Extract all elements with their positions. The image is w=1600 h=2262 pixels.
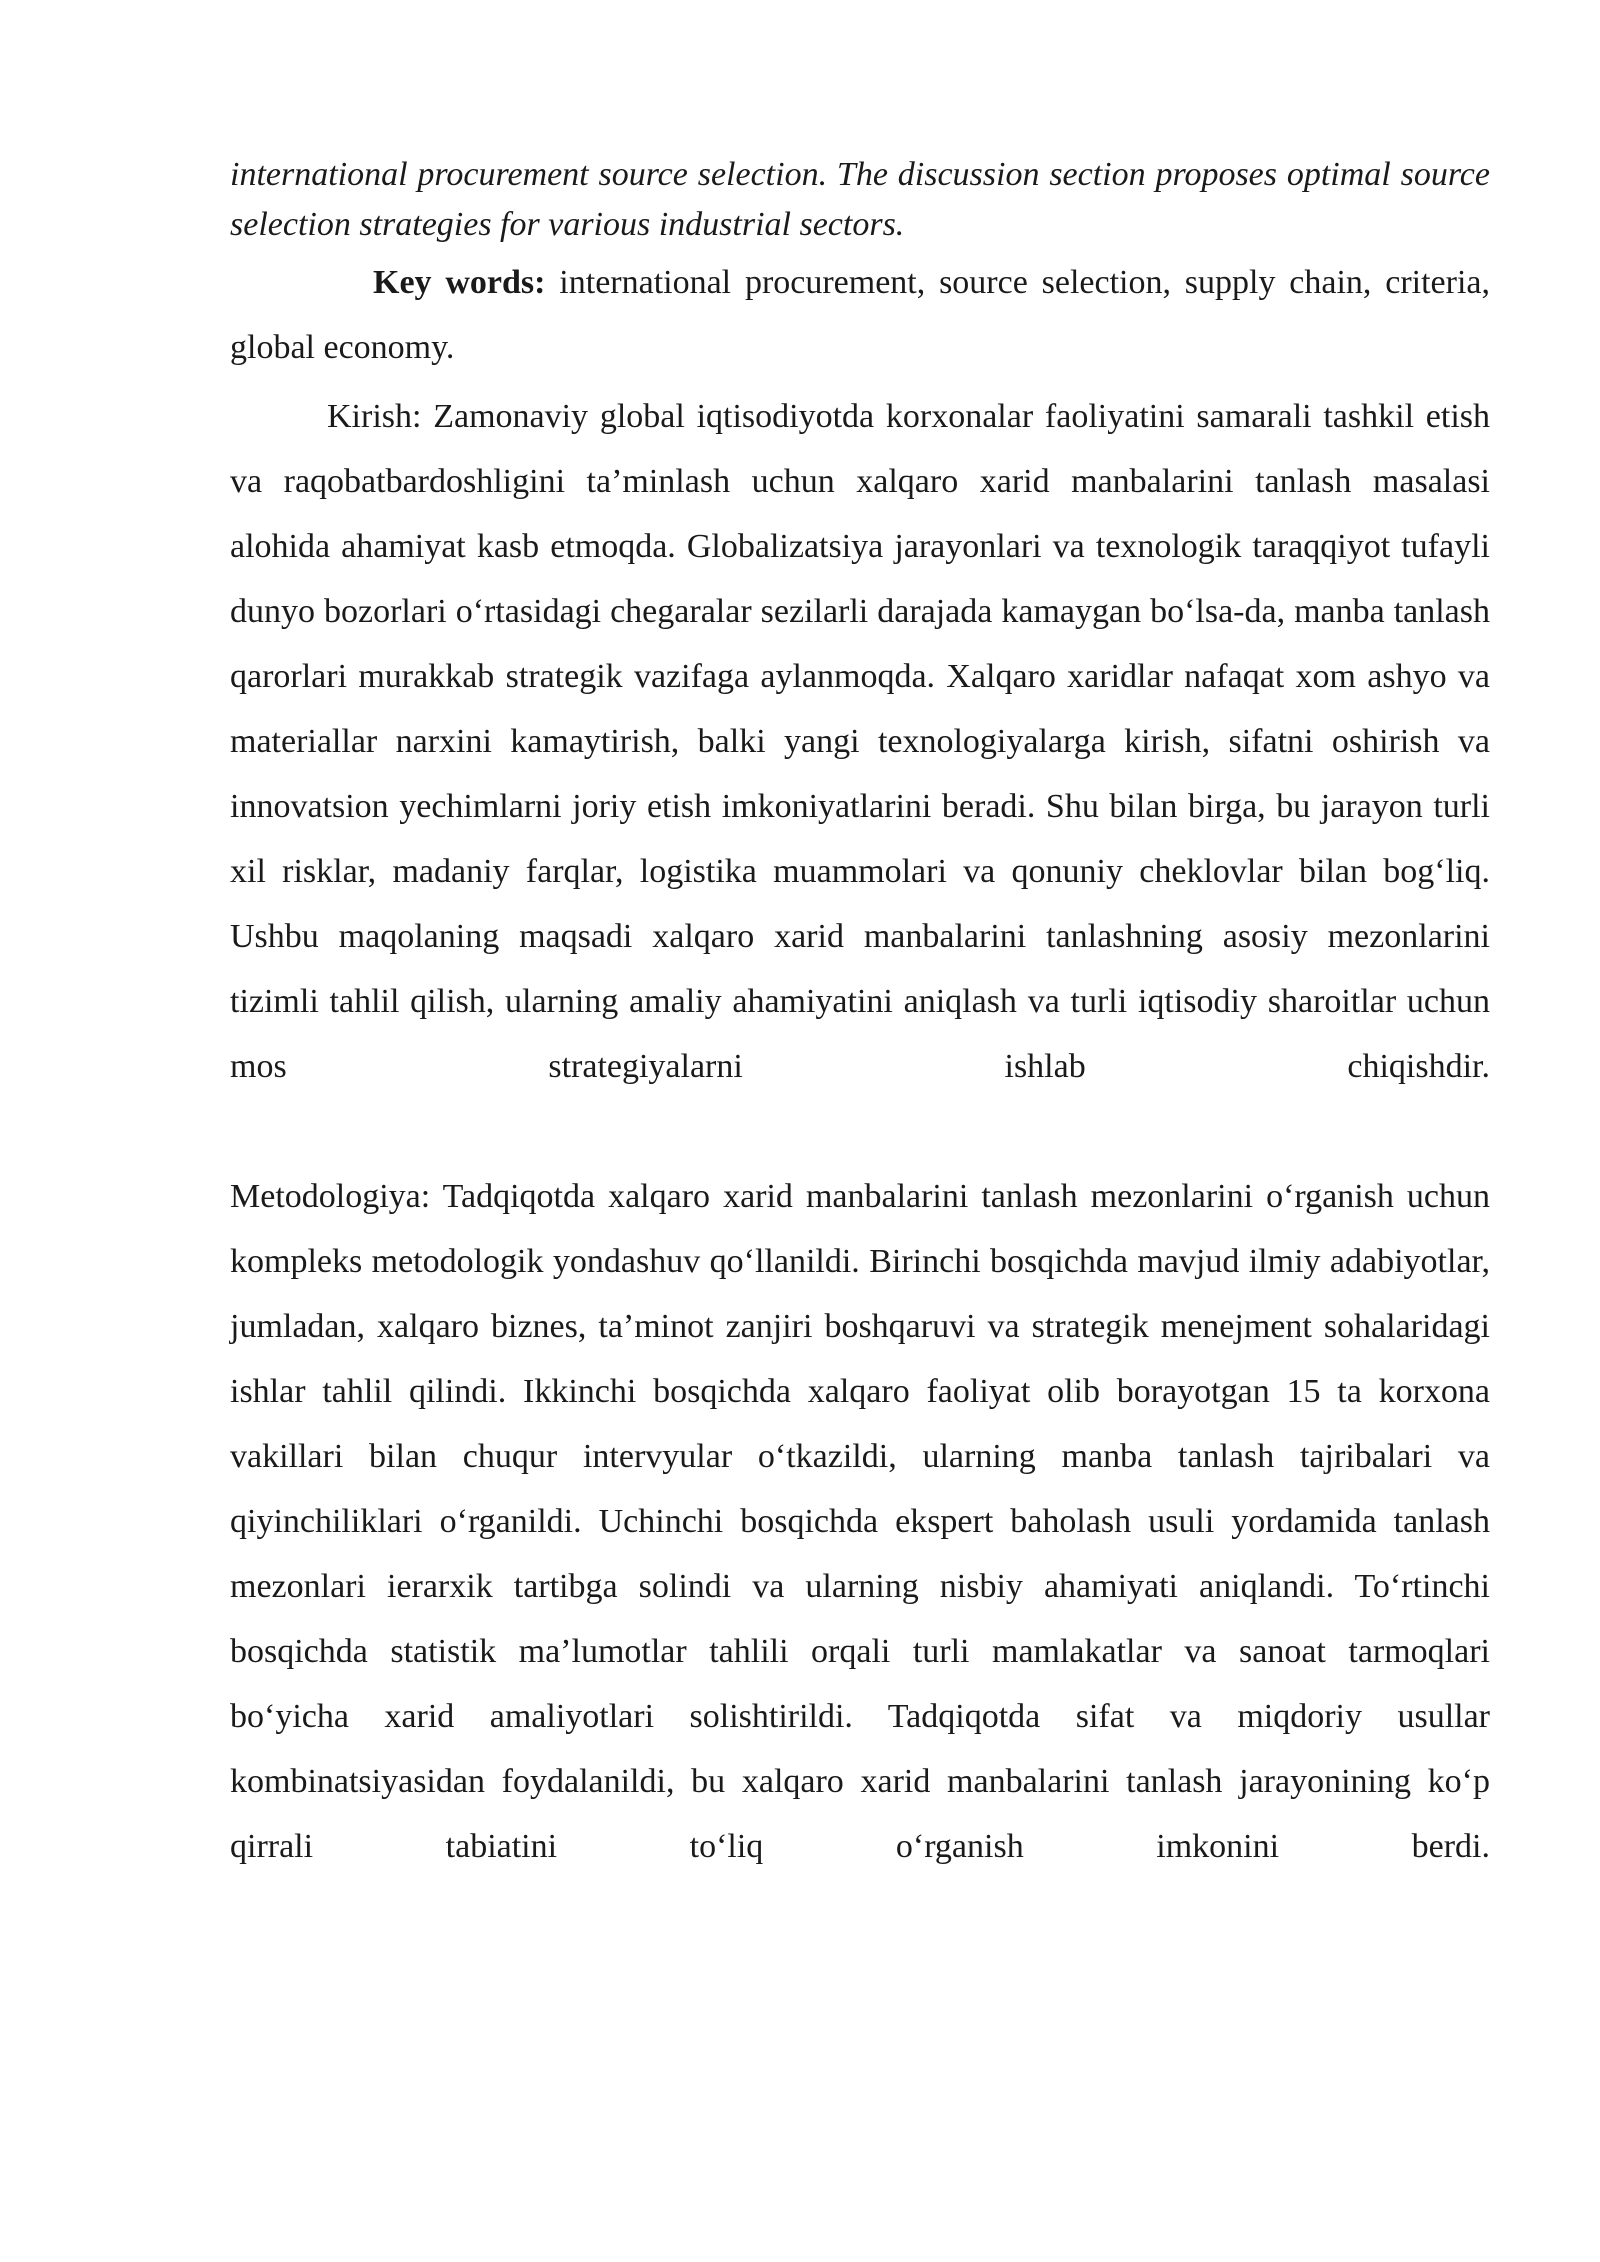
page-content	[230, 150, 1490, 1879]
keywords-label: Key words:	[373, 264, 546, 301]
keywords-paragraph	[230, 250, 1490, 380]
keywords-text: international procurement, source selection, supply chain, criteria, global economy.	[230, 264, 1490, 366]
abstract-tail-text: international procurement source selection. The discussion section proposes optimal source selection strategies for various industrial sectors.	[230, 156, 1490, 243]
methodology-paragraph: Metodologiya: Tadqiqotda xalqaro xarid manbalarini tanlash mezonlarini o‘rganish uchun kompleks metodologik yondashuv qo‘llanildi. Birinchi bosqichda mavjud ilmiy adabiyotlar, jumladan, xalqaro biznes, ta’minot zanjiri boshqaruvi va strategik menejment sohalaridagi ishlar tahlil qilindi. Ikkinchi bosqichda xalqaro faoliyat olib borayotgan 15 ta korxona vakillari bilan chuqur intervyular o‘tkazildi, ularning manba tanlash tajribalari va qiyinchiliklari o‘rganildi. Uchinchi bosqichda ekspert baholash usuli yordamida tanlash mezonlari ierarxik tartibga solindi va ularning nisbiy ahamiyati aniqlandi. To‘rtinchi bosqichda statistik ma’lumotlar tahlili orqali turli mamlakatlar va sanoat tarmoqlari bo‘yicha xarid amaliyotlari solishtirildi. Tadqiqotda sifat va miqdoriy usullar kombinatsiyasidan foydalanildi, bu xalqaro xarid manbalarini tanlash jarayonining ko‘p qirrali tabiatini to‘liq o‘rganish imkonini berdi.	[230, 1178, 1490, 1865]
introduction-paragraph: Kirish: Zamonaviy global iqtisodiyotda korxonalar faoliyatini samarali tashkil etish va raqobatbardoshligini ta’minlash uchun xalqaro xarid manbalarini tanlash masalasi alohida ahamiyat kasb etmoqda. Globalizatsiya jarayonlari va texnologik taraqqiyot tufayli dunyo bozorlari o‘rtasidagi chegaralar sezilarli darajada kamaygan bo‘lsa-da, manba tanlash qarorlari murakkab strategik vazifaga aylanmoqda. Xalqaro xaridlar nafaqat xom ashyo va materiallar narxini kamaytirish, balki yangi texnologiyalarga kirish, sifatni oshirish va innovatsion yechimlarni joriy etish imkoniyatlarini beradi. Shu bilan birga, bu jarayon turli xil risklar, madaniy farqlar, logistika muammolari va qonuniy cheklovlar bilan bog‘liq. Ushbu maqolaning maqsadi xalqaro xarid manbalarini tanlashning asosiy mezonlarini tizimli tahlil qilish, ularning amaliy ahamiyatini aniqlash va turli iqtisodiy sharoitlar uchun mos strategiyalarni ishlab chiqishdir.	[230, 398, 1490, 1085]
